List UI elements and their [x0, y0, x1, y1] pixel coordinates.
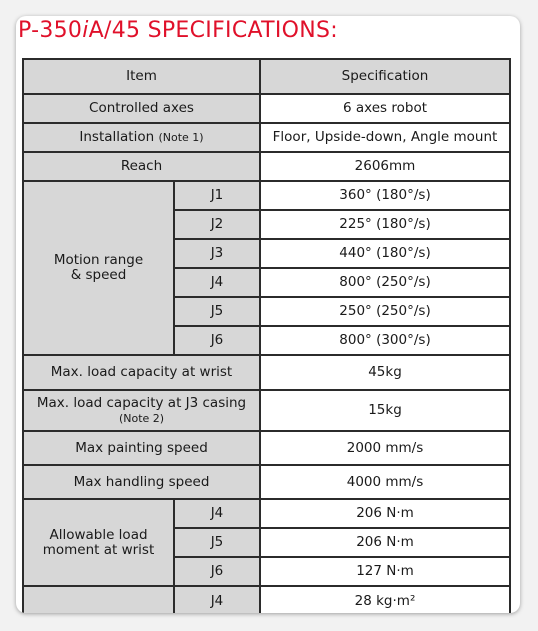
axis-label: J3	[174, 239, 260, 268]
table-row	[23, 181, 510, 210]
row-value: 800° (300°/s)	[260, 326, 510, 355]
table-row	[23, 390, 510, 431]
row-value: 800° (250°/s)	[260, 268, 510, 297]
axis-label: J5	[174, 528, 260, 557]
row-value: 2606mm	[260, 152, 510, 181]
page-title	[18, 18, 338, 43]
inertia-group-label	[23, 586, 174, 613]
table-row	[23, 355, 510, 390]
row-value: 15kg	[260, 390, 510, 431]
table-header-row	[23, 59, 510, 94]
spec-table	[22, 58, 511, 613]
axis-label: J4	[174, 586, 260, 613]
row-value: 206 N·m	[260, 499, 510, 528]
table-row	[23, 465, 510, 499]
header-spec: Specification	[260, 59, 510, 94]
moment-group-label: Allowable load moment at wrist	[23, 499, 174, 586]
row-value: 4000 mm/s	[260, 465, 510, 499]
axis-label: J6	[174, 326, 260, 355]
row-value: 45kg	[260, 355, 510, 390]
axis-label: J1	[174, 181, 260, 210]
axis-label: J5	[174, 297, 260, 326]
note-label: (Note 1)	[158, 131, 204, 144]
axis-label: J4	[174, 268, 260, 297]
row-value: 225° (180°/s)	[260, 210, 510, 239]
row-value: 2000 mm/s	[260, 431, 510, 465]
title-model: P-350	[18, 18, 83, 43]
row-label: Max handling speed	[23, 465, 260, 499]
row-value: 206 N·m	[260, 528, 510, 557]
row-value: Floor, Upside-down, Angle mount	[260, 123, 510, 152]
row-value: 28 kg·m²	[260, 586, 510, 613]
table-row	[23, 431, 510, 465]
row-label: Controlled axes	[23, 94, 260, 123]
row-value: 440° (180°/s)	[260, 239, 510, 268]
spec-card	[16, 16, 520, 613]
row-label: Reach	[23, 152, 260, 181]
header-item: Item	[23, 59, 260, 94]
title-rest: A/45 SPECIFICATIONS:	[88, 18, 338, 43]
table-row	[23, 123, 510, 152]
axis-label: J4	[174, 499, 260, 528]
row-label: Max. load capacity at J3 casing (Note 2)	[23, 390, 260, 431]
axis-label: J2	[174, 210, 260, 239]
axis-label: J6	[174, 557, 260, 586]
table-row	[23, 499, 510, 528]
note-label: (Note 2)	[118, 411, 165, 425]
table-row	[23, 586, 510, 613]
row-label: Installation (Note 1)	[23, 123, 260, 152]
row-value: 360° (180°/s)	[260, 181, 510, 210]
row-value: 250° (250°/s)	[260, 297, 510, 326]
title-model-italic: i	[82, 18, 89, 43]
table-row	[23, 94, 510, 123]
row-label: Max painting speed	[23, 431, 260, 465]
table-row	[23, 152, 510, 181]
row-value: 127 N·m	[260, 557, 510, 586]
row-label: Max. load capacity at wrist	[23, 355, 260, 390]
row-value: 6 axes robot	[260, 94, 510, 123]
motion-group-label: Motion range & speed	[23, 181, 174, 355]
